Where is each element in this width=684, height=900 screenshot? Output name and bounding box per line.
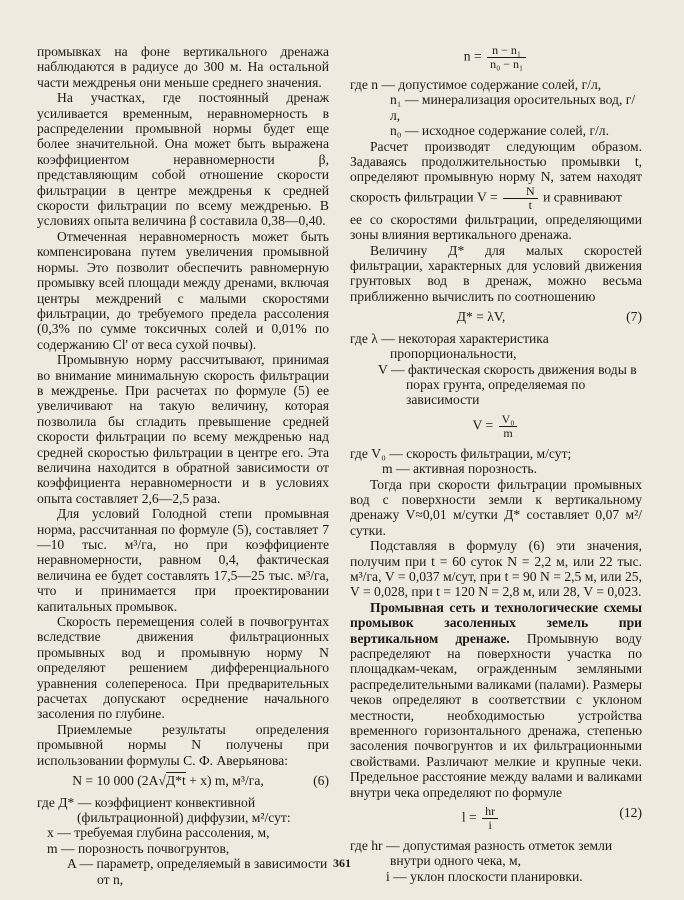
paragraph: Величину Д* для малых скоростей фильтрации, характерных для условий движения грунтовых вод в дренаж, можно весьма приближенно вычислить по соотношению [350, 242, 642, 304]
formula-part: n = [463, 48, 482, 64]
paragraph: Для условий Голодной степи промывная норма, рассчитанная по формуле (5), составляет 7—10 тыс. м³/га, но при коэффициенте неравномерности, равном 0,4, фактическая величина ее будет составлять 17,5—25 тыс. м³/га, что и принимается при проектировании капитальных промывок. [37, 506, 329, 614]
equation-number: (6) [313, 773, 329, 789]
equation-number: (12) [619, 805, 642, 821]
definition: где Д* — коэффициент конвективной (фильтрационной) диффузии, м²/сут: [37, 794, 291, 825]
paragraph: промывках на фоне вертикального дренажа наблюдаются в радиусе до 300 м. На остальной части междренья они меньше среднего значения. [37, 44, 329, 90]
page-number: 361 [333, 856, 351, 870]
definition: где hr — допустимая разность отметок земли внутри одного чека, м, [350, 838, 613, 869]
paragraph: ее со скоростями фильтрации, определяющими зоны влияния вертикального дренажа. [350, 211, 642, 243]
definition: где λ — некоторая характеристика пропорциональности, [350, 330, 549, 362]
formula-part: l = [461, 809, 477, 825]
definition: m — активная порозность. [382, 461, 538, 477]
paragraph: Приемлемые результаты определения промывной нормы N получены при использовании формулы С. Ф. Аверьянова: [37, 721, 329, 768]
formula-part: + x) m, м³/га, [185, 773, 264, 789]
paragraph: Промывную норму рассчитывают, принимая во внимание минимальную скорость фильтрации в междренье. При расчетах по формуле (5) ее увеличивают на такую величину, которая позволила бы сгладить превышение средней скорости фильтрации по всему междренью над средней скоростью фильтрации в центре его. Эта величина находится в обратной зависимости от коэффициента неравномерности и в условиях опыта составляет 2,6—2,5 раза. [37, 352, 329, 506]
equation-number: (7) [626, 309, 642, 325]
fraction [503, 185, 538, 212]
definition: где V₀ — скорость фильтрации, м/сут; [350, 445, 572, 461]
fraction [482, 805, 498, 832]
definition: V — фактическая скорость движения воды в порах грунта, определяемая по зависимости [378, 361, 637, 408]
denominator: n₀ − n₁ [490, 57, 524, 71]
formula-6 [37, 773, 329, 788]
paragraph-text: Промывную воду распределяют на поверхности участка по площадкам-чекам, огражденным земляными распределительными валиками (палами). Размеры чеков определяют в соответствии с уклоном местности, необходимостью устройства временного горизонтального дренажа, степенью засоления почвогрунтов и их фильтрационными свойствами. Различают мелкие и крупные чеки. Предельное расстояние между валами и валиками внутри чека определяют по формуле [350, 630, 642, 800]
paragraph: Тогда при скорости фильтрации промывных вод с поверхности земли к вертикальному дренажу V≈0,01 м/сутки Д* составляет 0,07 м²/сутки. [350, 476, 642, 538]
paragraph: Скорость перемещения солей в почвогрунтах вследствие движения фильтрационных промывных вод и промывную норму N определяют решением дифференциального уравнения солепереноса. При предварительных расчетах допускают осреднение начального засоления по глубине. [37, 614, 329, 722]
definition: i — уклон плоскости планировки. [386, 868, 583, 884]
numerator: hr [482, 805, 498, 819]
denominator: i [488, 818, 492, 833]
definition: x — требуемая глубина рассоления, м, [47, 825, 270, 841]
numerator: V₀ [499, 413, 518, 427]
definition: n₀ — исходное содержание солей, г/л. [390, 123, 609, 139]
formula-12 [350, 805, 642, 832]
paragraph: Подставляя в формулу (6) эти значения, получим при t = 60 суток N = 2,2 м, или 22 тыс. м³/га, V = 0,037 м/сут, при t = 90 N = 2,5 м, или 25, V = 0,028, при t = 120 N = 2,8 м, или 28, V = 0,023. [350, 538, 642, 600]
definition: m — порозность почвогрунтов, [47, 840, 230, 856]
definition: n₁ — минерализация оросительных вод, г/л, [390, 92, 636, 123]
definition: A — параметр, определяемый в зависимости от n, [67, 856, 328, 887]
numerator: n − n₁ [487, 44, 526, 58]
section-heading: Промывная сеть и технологические схемы промывок засоленных земель при вертикальном дренаже. [350, 599, 642, 646]
paragraph [350, 139, 642, 212]
formula-part: V = [476, 189, 498, 205]
numerator: N [503, 185, 538, 199]
formula-v [350, 413, 642, 440]
formula-part: N = 10 000 (2A [72, 773, 159, 789]
paragraph [350, 600, 642, 800]
right-column [350, 44, 642, 884]
sqrt-sign: √ [158, 773, 166, 789]
formula-n [350, 44, 642, 71]
fraction [487, 44, 526, 71]
fraction [499, 413, 518, 440]
definition: где n — допустимое содержание солей, г/л, [350, 77, 602, 92]
formula-7 [350, 309, 642, 324]
left-column [37, 44, 329, 887]
denominator: m [503, 425, 513, 440]
formula-radicand: Д*t [165, 773, 186, 789]
denominator: t [528, 197, 533, 212]
paragraph-text: и сравнивают [543, 189, 622, 205]
paragraph: На участках, где постоянный дренаж усиливается временным, неравномерность в распределении промывной нормы будет еще более значительной. Она может быть выражена коэффициентом неравномерности β, представляющим собой отношение скорости фильтрации в центре междренья к средней скорости фильтрации по всему междренью. В условиях опыта величина β составила 0,38—0,40. [37, 90, 329, 229]
paragraph: Отмеченная неравномерность может быть компенсирована путем увеличения промывной нормы. Это позволит обеспечить равномерную промывку всей площади между дренами, включая центры междрений с малыми скоростями фильтрации, до требуемого предела рассоления (0,3% по сумме токсичных солей и 0,01% по содержанию Cl' от веса сухой почвы). [37, 228, 329, 352]
formula-body: Д* = λV, [456, 309, 506, 325]
paragraph-text: Расчет производят следующим образом. Задаваясь продолжительностью промывки t, определяют промывную норму N, затем находят скорость фильтрации [350, 138, 642, 205]
formula-part: V = [472, 417, 494, 433]
